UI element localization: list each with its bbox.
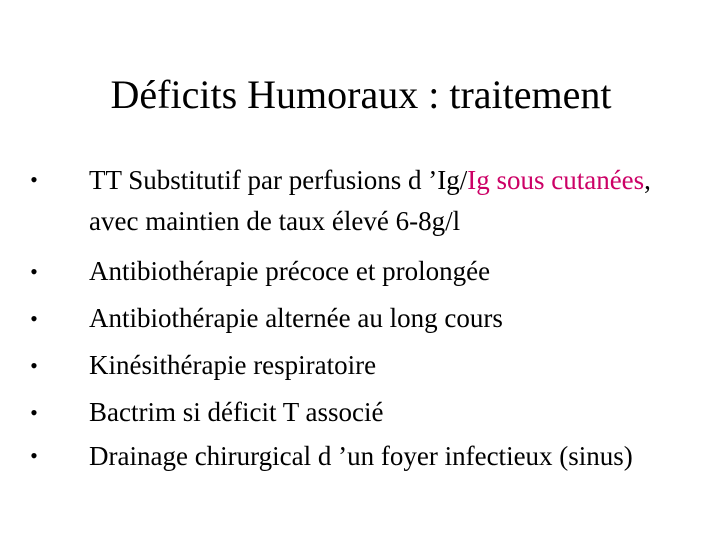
bullet-dot-icon: • <box>30 400 38 425</box>
bullet-item-drainage <box>0 436 659 477</box>
bullet-item-antibiotherapie-alternee <box>0 295 659 342</box>
bullet-text: Kinésithérapie respiratoire <box>89 350 377 380</box>
slide-title-text: Déficits Humoraux : traitement <box>110 72 612 117</box>
bullet-item-kinesitherapie <box>0 342 659 389</box>
bullet-item-substitution <box>0 160 659 242</box>
bullet-dot-icon: • <box>30 167 38 192</box>
bullet-text: Antibiothérapie précoce et prolongée <box>89 256 491 286</box>
bullet-dot-icon: • <box>30 443 38 468</box>
bullet-text-part: , avec maintien de taux élevé 6-8g/l <box>89 165 651 236</box>
bullet-text: Bactrim si déficit T associé <box>89 397 384 427</box>
bullet-list <box>0 160 720 483</box>
bullet-dot-icon: • <box>30 306 38 331</box>
bullet-dot-icon: • <box>30 353 38 378</box>
slide-title <box>0 70 720 120</box>
bullet-item-antibiotherapie-precoce <box>0 248 659 295</box>
bullet-text-part: TT Substitutif par perfusions d ’Ig/ <box>89 165 468 195</box>
bullet-text: Antibiothérapie alternée au long cours <box>89 303 503 333</box>
bullet-item-bactrim <box>0 389 659 436</box>
bullet-dot-icon: • <box>30 259 38 284</box>
bullet-accent-text: Ig sous cutanées <box>467 165 645 195</box>
bullet-text: Drainage chirurgical d ’un foyer infectieux (sinus) <box>89 441 633 471</box>
